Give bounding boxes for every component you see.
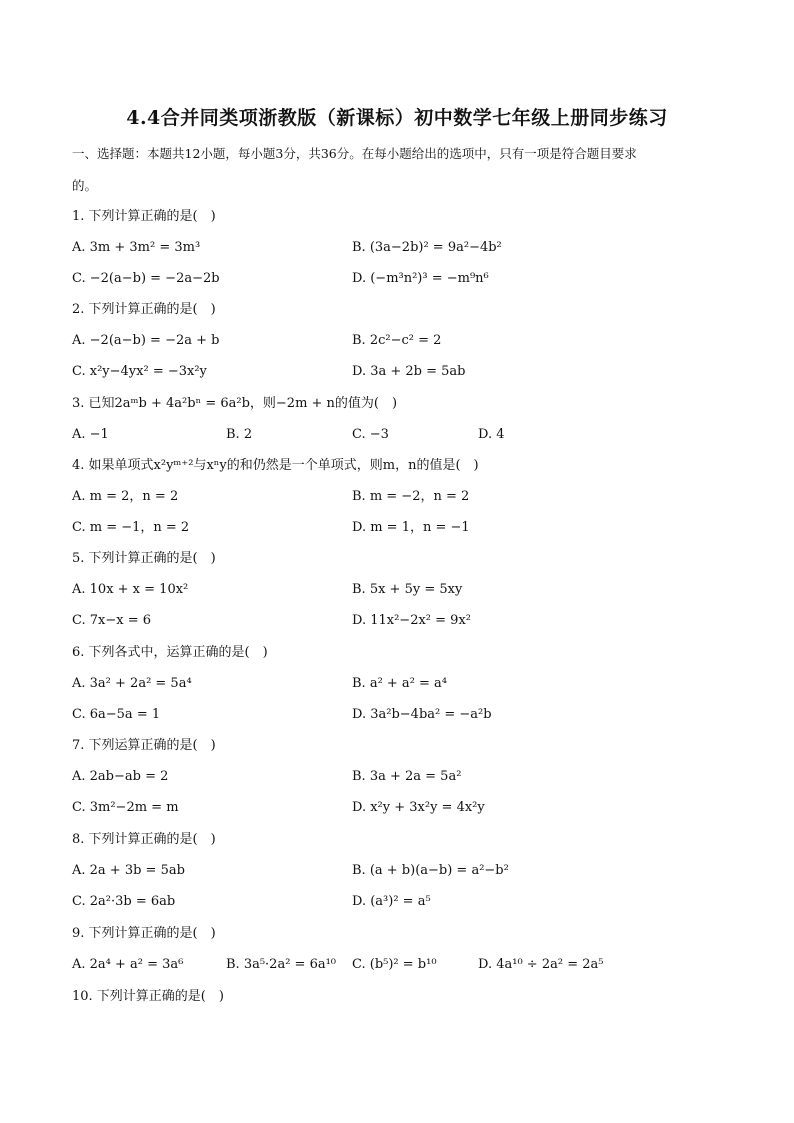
- question-1-option-c: C. −2(a−b) = −2a−2b: [72, 271, 220, 286]
- question-1-stem: 1. 下列计算正确的是( ): [72, 209, 216, 224]
- question-4-stem: 4. 如果单项式x²yᵐ⁺²与xⁿy的和仍然是一个单项式，则m，n的值是( ): [72, 458, 479, 473]
- question-3-option-d: D. 4: [478, 427, 505, 442]
- question-3-option-c: C. −3: [352, 427, 389, 442]
- question-3-stem: 3. 已知2aᵐb + 4a²bⁿ = 6a²b，则−2m + n的值为( ): [72, 396, 398, 411]
- page-title: 4.4合并同类项浙教版（新课标）初中数学七年级上册同步练习: [126, 107, 668, 129]
- question-8-option-b: B. (a + b)(a−b) = a²−b²: [352, 863, 509, 878]
- question-10-stem: 10. 下列计算正确的是( ): [72, 989, 224, 1004]
- question-5-option-d: D. 11x²−2x² = 9x²: [352, 613, 471, 628]
- question-8-option-d: D. (a³)² = a⁵: [352, 894, 431, 909]
- question-7-option-d: D. x²y + 3x²y = 4x²y: [352, 800, 485, 815]
- section-header-continued: 的。: [72, 178, 98, 193]
- question-5-stem: 5. 下列计算正确的是( ): [72, 551, 216, 566]
- question-1-option-d: D. (−m³n²)³ = −m⁹n⁶: [352, 271, 489, 286]
- question-6-option-d: D. 3a²b−4ba² = −a²b: [352, 707, 492, 722]
- question-4-option-a: A. m = 2，n = 2: [72, 489, 179, 504]
- question-2-option-d: D. 3a + 2b = 5ab: [352, 364, 466, 379]
- question-6-stem: 6. 下列各式中，运算正确的是( ): [72, 645, 268, 660]
- question-4-option-c: C. m = −1，n = 2: [72, 520, 190, 535]
- section-header: 一、选择题：本题共12小题，每小题3分，共36分。在每小题给出的选项中，只有一项是符合题目要求: [72, 146, 637, 161]
- question-1-option-b: B. (3a−2b)² = 9a²−4b²: [352, 240, 502, 255]
- question-9-option-b: B. 3a⁵·2a² = 6a¹⁰: [226, 957, 337, 972]
- question-6-option-b: B. a² + a² = a⁴: [352, 676, 448, 691]
- question-4-option-d: D. m = 1，n = −1: [352, 520, 470, 535]
- question-4-option-b: B. m = −2，n = 2: [352, 489, 470, 504]
- question-2-option-b: B. 2c²−c² = 2: [352, 333, 442, 348]
- question-8-option-a: A. 2a + 3b = 5ab: [72, 863, 185, 878]
- question-7-option-a: A. 2ab−ab = 2: [72, 769, 169, 784]
- question-5-option-c: C. 7x−x = 6: [72, 613, 152, 628]
- question-5-option-a: A. 10x + x = 10x²: [72, 582, 189, 597]
- question-7-option-c: C. 3m²−2m = m: [72, 800, 179, 815]
- question-7-option-b: B. 3a + 2a = 5a²: [352, 769, 462, 784]
- question-5-option-b: B. 5x + 5y = 5xy: [352, 582, 463, 597]
- question-1-option-a: A. 3m + 3m² = 3m³: [72, 240, 201, 255]
- question-8-option-c: C. 2a²·3b = 6ab: [72, 894, 176, 909]
- question-2-stem: 2. 下列计算正确的是( ): [72, 302, 216, 317]
- question-6-option-a: A. 3a² + 2a² = 5a⁴: [72, 676, 192, 691]
- question-9-stem: 9. 下列计算正确的是( ): [72, 926, 216, 941]
- question-9-option-c: C. (b⁵)² = b¹⁰: [352, 957, 437, 972]
- question-9-option-d: D. 4a¹⁰ ÷ 2a² = 2a⁵: [478, 957, 604, 972]
- question-2-option-c: C. x²y−4yx² = −3x²y: [72, 364, 207, 379]
- question-2-option-a: A. −2(a−b) = −2a + b: [72, 333, 220, 348]
- question-3-option-b: B. 2: [226, 427, 253, 442]
- question-8-stem: 8. 下列计算正确的是( ): [72, 832, 216, 847]
- question-9-option-a: A. 2a⁴ + a² = 3a⁶: [72, 957, 184, 972]
- question-3-option-a: A. −1: [72, 427, 109, 442]
- question-7-stem: 7. 下列运算正确的是( ): [72, 738, 216, 753]
- question-6-option-c: C. 6a−5a = 1: [72, 707, 161, 722]
